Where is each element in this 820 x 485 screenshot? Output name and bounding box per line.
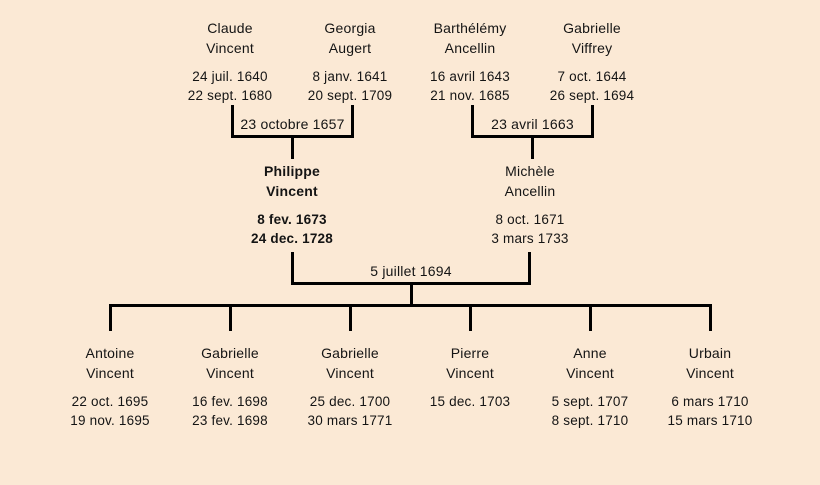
person-birth-date: 6 mars 1710 — [671, 394, 749, 409]
person-given: Michèle — [505, 163, 555, 179]
person-given: Anne — [573, 345, 607, 361]
connector-sibling-bar — [109, 304, 712, 307]
connector-drop-gabrielle-2 — [349, 304, 352, 331]
person-birth-date: 16 fev. 1698 — [192, 394, 268, 409]
person-given: Pierre — [450, 345, 490, 361]
person-surname: Vincent — [566, 365, 614, 381]
person-birth-date: 5 sept. 1707 — [551, 394, 629, 409]
connector-stem-philippe — [291, 137, 294, 159]
person-surname: Vincent — [206, 365, 254, 381]
person-birth-date: 8 fev. 1673 — [257, 212, 327, 227]
person-michele-ancellin[interactable] — [455, 161, 605, 248]
person-death-date: 24 dec. 1728 — [251, 231, 333, 246]
person-surname: Vincent — [266, 183, 318, 199]
person-given: Claude — [207, 20, 253, 36]
person-death-date: 30 mars 1771 — [307, 413, 393, 428]
marriage-bracket-barthelemy-gabrielle — [471, 105, 594, 138]
person-birth-date: 8 janv. 1641 — [312, 69, 388, 84]
person-death-date: 21 nov. 1685 — [430, 88, 510, 103]
person-surname: Vincent — [446, 365, 494, 381]
connector-drop-antoine — [109, 304, 112, 331]
marriage-bracket-claude-georgia — [231, 105, 354, 138]
person-surname: Vincent — [686, 365, 734, 381]
person-death-date: 26 sept. 1694 — [549, 88, 635, 103]
marriage-date-barthelemy-gabrielle[interactable]: 23 avril 1663 — [491, 116, 574, 132]
connector-drop-pierre — [469, 304, 472, 331]
person-birth-date: 8 oct. 1671 — [495, 212, 565, 227]
person-birth-date: 22 oct. 1695 — [71, 394, 149, 409]
person-given: Philippe — [263, 163, 321, 179]
person-given: Urbain — [688, 345, 732, 361]
person-surname: Augert — [328, 40, 372, 56]
marriage-date-claude-georgia[interactable]: 23 octobre 1657 — [240, 116, 345, 132]
person-death-date: 23 fev. 1698 — [192, 413, 268, 428]
connector-drop-anne — [589, 304, 592, 331]
person-surname: Ancellin — [504, 183, 556, 199]
person-surname: Vincent — [86, 365, 134, 381]
person-death-date: 20 sept. 1709 — [307, 88, 393, 103]
connector-drop-urbain — [709, 304, 712, 331]
person-philippe-vincent[interactable] — [217, 161, 367, 248]
connector-stem-michele — [531, 137, 534, 159]
person-birth-date: 16 avril 1643 — [430, 69, 510, 84]
person-given: Gabrielle — [321, 345, 379, 361]
person-surname: Vincent — [326, 365, 374, 381]
person-death-date: 19 nov. 1695 — [70, 413, 150, 428]
person-given: Gabrielle — [201, 345, 259, 361]
person-given: Georgia — [324, 20, 376, 36]
marriage-bracket-philippe-michele — [291, 252, 531, 285]
person-given: Antoine — [85, 345, 135, 361]
person-death-date: 15 mars 1710 — [667, 413, 753, 428]
person-given: Gabrielle — [563, 20, 621, 36]
person-birth-date: 15 dec. 1703 — [429, 394, 511, 409]
person-surname: Vincent — [206, 40, 254, 56]
person-death-date: 3 mars 1733 — [491, 231, 569, 246]
person-death-date: 8 sept. 1710 — [551, 413, 629, 428]
person-gabrielle-viffrey[interactable] — [517, 18, 667, 105]
person-surname: Ancellin — [444, 40, 496, 56]
person-surname: Viffrey — [571, 40, 613, 56]
person-death-date: 22 sept. 1680 — [187, 88, 273, 103]
marriage-date-philippe-michele[interactable]: 5 juillet 1694 — [370, 263, 452, 279]
person-given: Barthélémy — [433, 20, 507, 36]
person-birth-date: 25 dec. 1700 — [309, 394, 391, 409]
person-birth-date: 24 juil. 1640 — [192, 69, 268, 84]
person-urbain-vincent[interactable] — [635, 343, 785, 430]
connector-drop-gabrielle-1 — [229, 304, 232, 331]
person-birth-date: 7 oct. 1644 — [557, 69, 627, 84]
